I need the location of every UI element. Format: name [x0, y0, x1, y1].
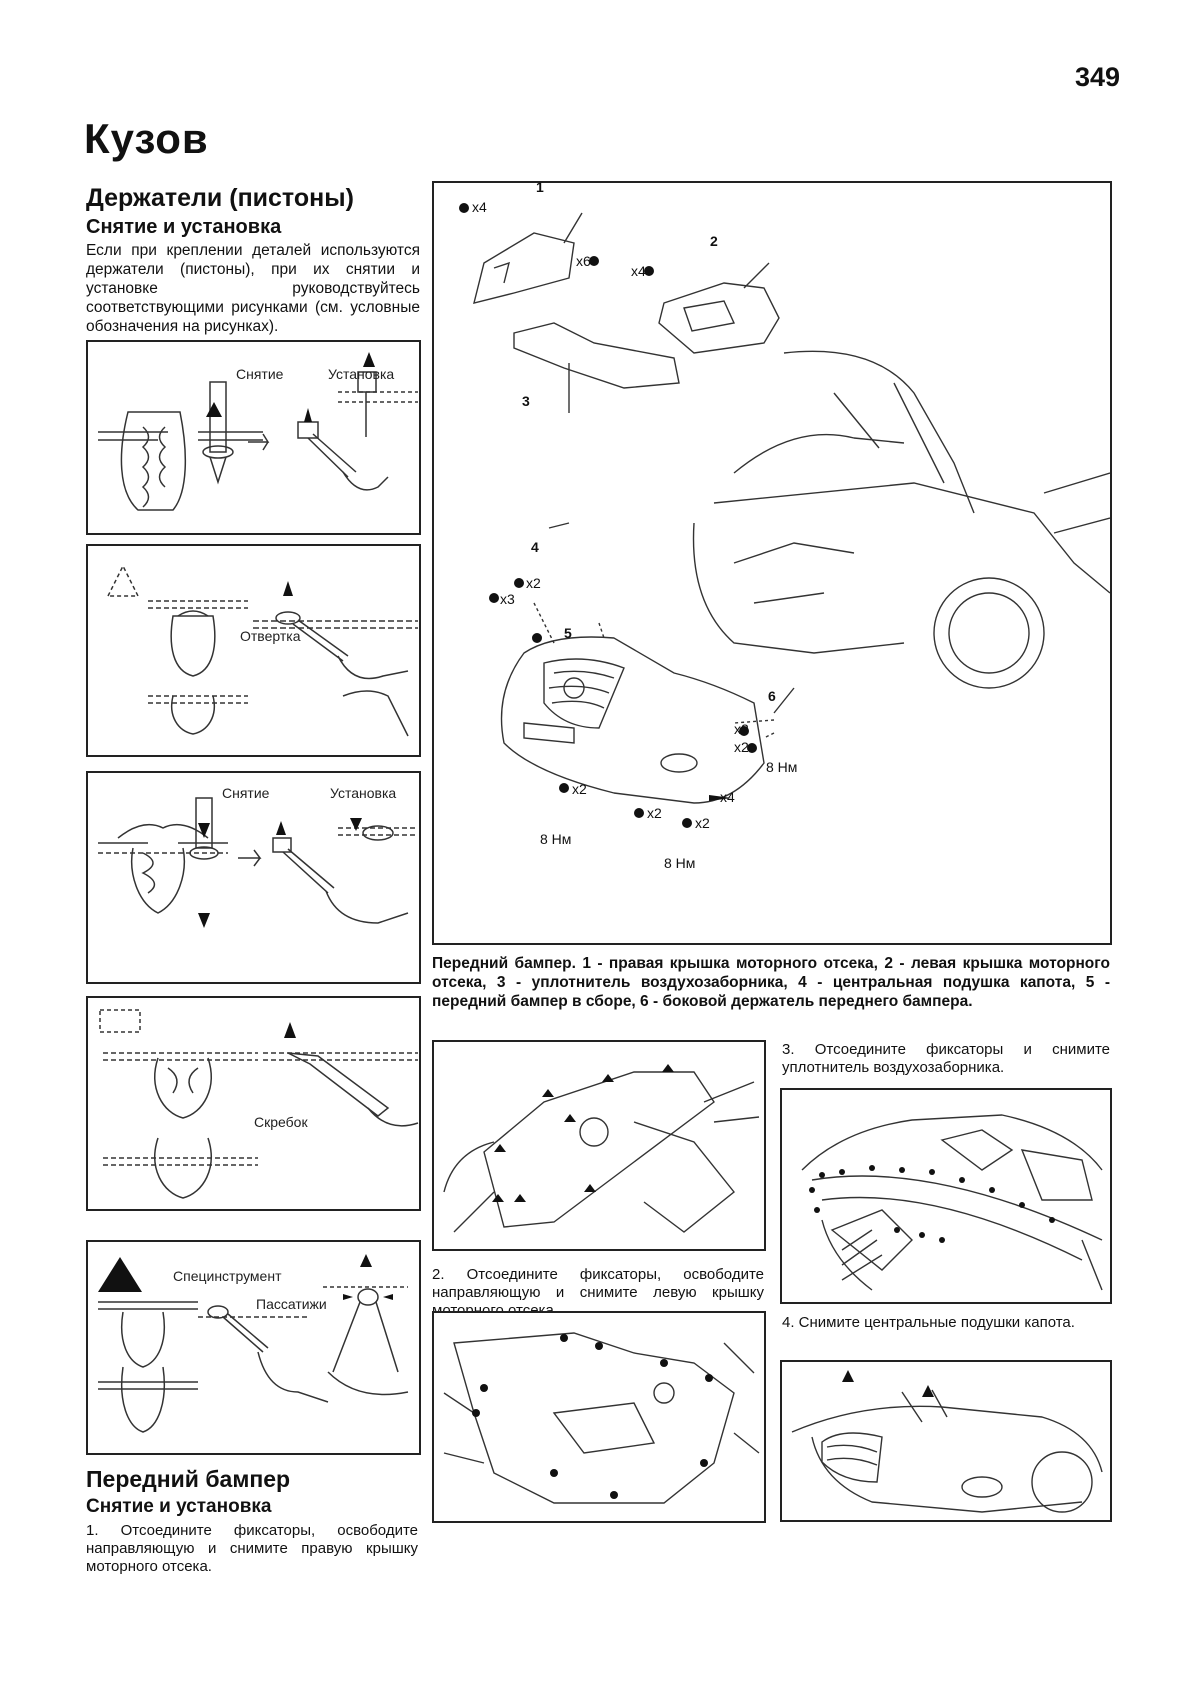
- qty-label: x2: [526, 575, 541, 591]
- step-3-text: 3. Отсоедините фиксаторы и снимите уплотнитель воздухозаборника.: [782, 1041, 1110, 1076]
- hood-cushion-drawing: [782, 1362, 1110, 1520]
- qty-label: x2: [734, 739, 749, 755]
- chapter-title: Кузов: [84, 115, 209, 162]
- qty-label: x3: [500, 591, 515, 607]
- step-4-figure: [780, 1360, 1112, 1522]
- special-tool-label: Специнструмент: [173, 1268, 282, 1284]
- subsection-title-clips: Снятие и установка: [86, 216, 282, 238]
- callout-4: 4: [531, 539, 539, 555]
- front-bumper-exploded-figure: [432, 181, 1112, 945]
- main-figure-caption: Передний бампер. 1 - правая крышка моторного отсека, 2 - левая крышка моторного отсека, 3 - уплотнитель воздухозаборника, 4 - центральная подушка капота, 5 - передний бампер в сборе, 6 - боковой держатель переднего бампера.: [432, 955, 1110, 1010]
- intro-paragraph: Если при креплении деталей используются держатели (пистоны), при их снятии и установке руководствуйтесь соответствующими рисунками (см. условные обозначения на рисунках).: [86, 242, 420, 335]
- clip-figure-5: [86, 1240, 421, 1455]
- callout-1: 1: [536, 179, 544, 195]
- removal-label: Снятие: [236, 366, 284, 382]
- section-title-bumper: Передний бампер: [86, 1466, 291, 1492]
- qty-label: x2: [647, 805, 662, 821]
- step-1-text: 1. Отсоедините фиксаторы, освободите направляющую и снимите правую крышку моторного отсека.: [86, 1522, 418, 1575]
- installation-label-2: Установка: [330, 785, 397, 801]
- qty-label: x4: [631, 263, 646, 279]
- callout-3: 3: [522, 393, 530, 409]
- clip-figure-4: [86, 996, 421, 1211]
- qty-label: x2: [695, 815, 710, 831]
- callout-2: 2: [710, 233, 718, 249]
- air-intake-seal-drawing: [782, 1090, 1110, 1302]
- step-2b-figure: [432, 1311, 766, 1523]
- torque-label: 8 Нм: [766, 759, 798, 775]
- qty-label: x4: [720, 789, 735, 805]
- qty-label: x6: [576, 253, 591, 269]
- clip-figure-3: [86, 771, 421, 984]
- clip-figure-2: [86, 544, 421, 757]
- installation-label: Установка: [328, 366, 395, 382]
- qty-label: x2: [572, 781, 587, 797]
- step-2-figure: [432, 1040, 766, 1251]
- screwdriver-label: Отвертка: [240, 628, 301, 644]
- left-cover-drawing: [434, 1042, 764, 1249]
- screwdriver-clip-drawing: [88, 546, 419, 755]
- clip-removal-installation-drawing: [88, 773, 419, 982]
- step-2-text: 2. Отсоедините фиксаторы, освободите направляющую и снимите левую крышку: [432, 1266, 764, 1301]
- qty-label: x2: [734, 721, 749, 737]
- torque-label: 8 Нм: [540, 831, 572, 847]
- callout-5: 5: [564, 625, 572, 641]
- step-4-text: 4. Снимите центральные подушки капота.: [782, 1314, 1075, 1331]
- scraper-clip-drawing: [88, 998, 419, 1209]
- clip-figure-1: [86, 340, 421, 535]
- step-3-figure: [780, 1088, 1112, 1304]
- callout-6: 6: [768, 688, 776, 704]
- pliers-label: Пассатижи: [256, 1296, 327, 1312]
- removal-label-2: Снятие: [222, 785, 270, 801]
- exploded-view-drawing: [434, 183, 1110, 943]
- section-title-clips: Держатели (пистоны): [86, 184, 354, 212]
- subsection-title-bumper: Снятие и установка: [86, 1496, 272, 1517]
- qty-label: x4: [472, 199, 487, 215]
- engine-cover-drawing: [434, 1313, 764, 1521]
- page-number: 349: [1075, 62, 1121, 92]
- torque-label: 8 Нм: [664, 855, 696, 871]
- scraper-label: Скребок: [254, 1114, 308, 1130]
